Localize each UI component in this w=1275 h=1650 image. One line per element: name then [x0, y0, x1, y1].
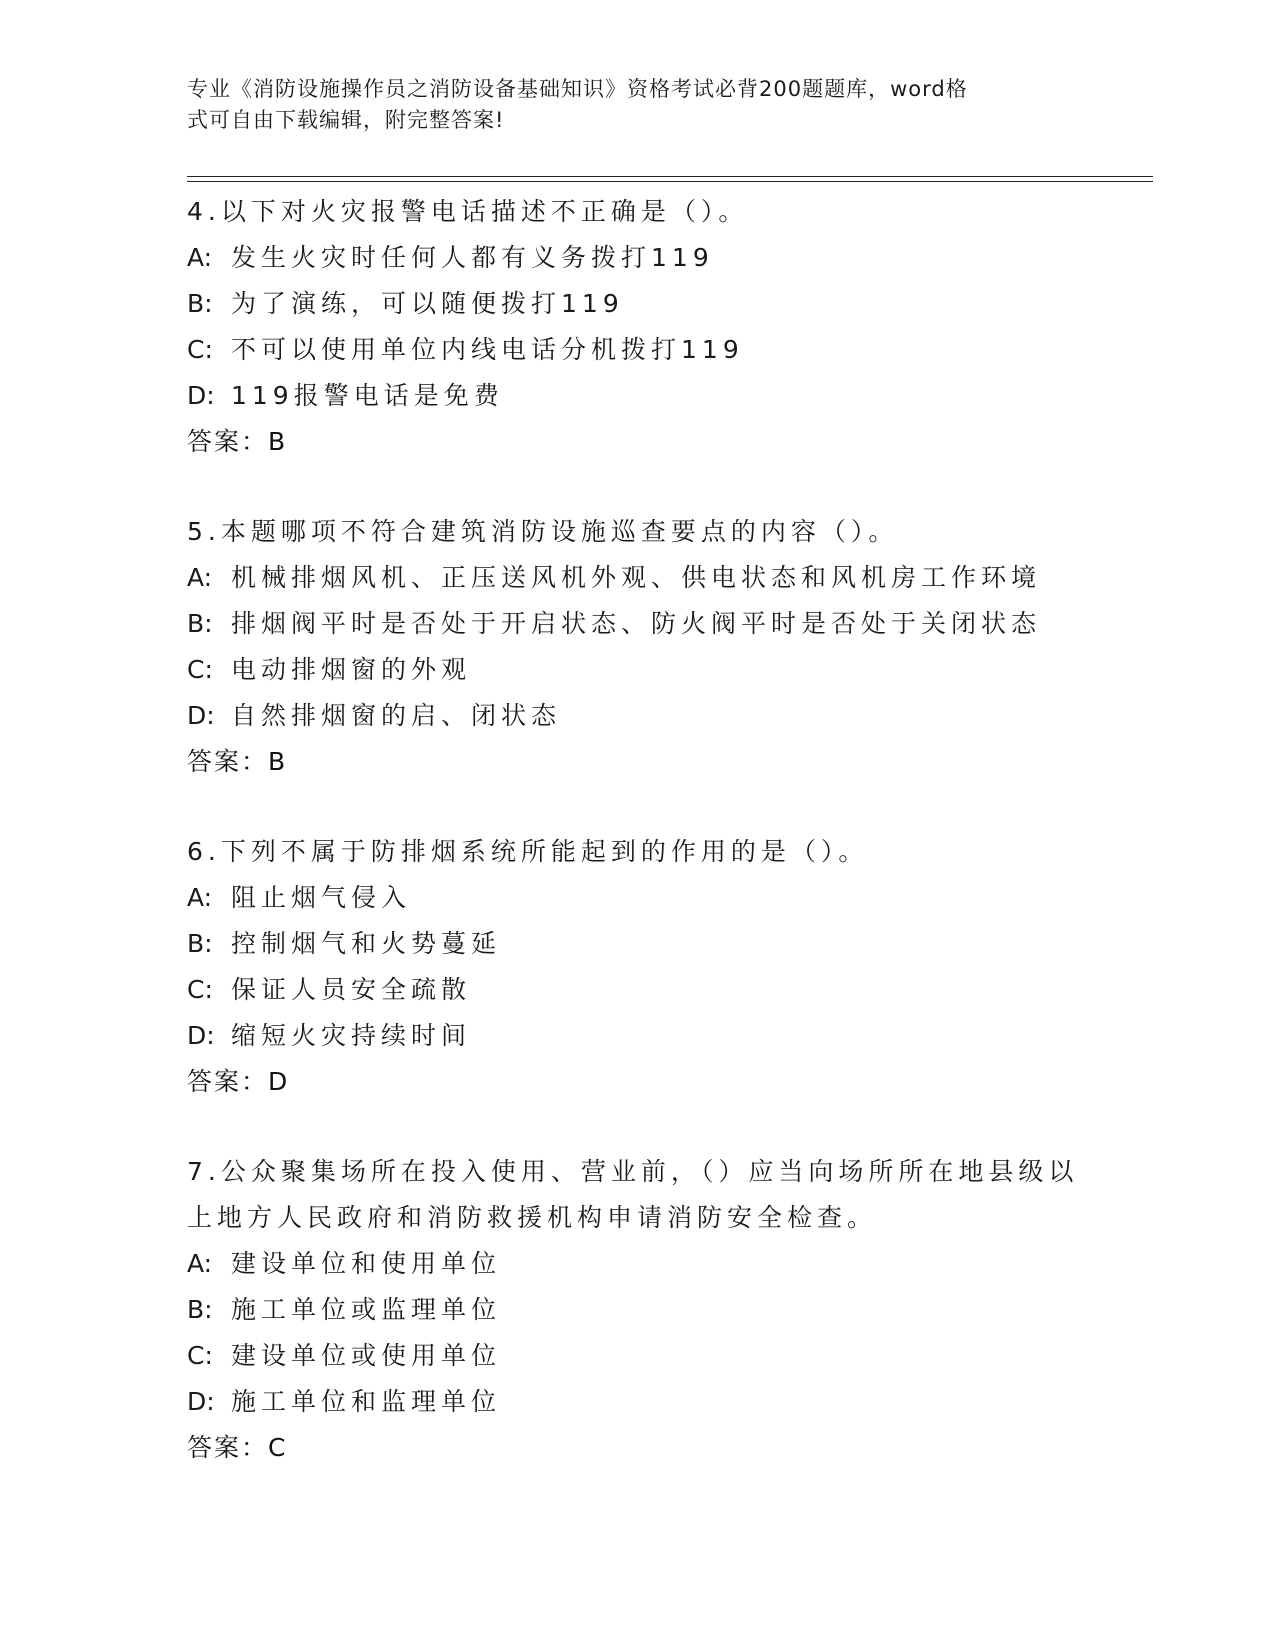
question-stem: 7.公众聚集场所在投入使用、营业前，（）应当向场所所在地县级以上地方人民政府和消防救援机构申请消防安全检查。 [187, 1157, 1079, 1232]
option-b [187, 1287, 1087, 1333]
option-key: B: [187, 1295, 213, 1324]
option-text: 不可以使用单位内线电话分机拨打119 [231, 335, 744, 364]
option-a [187, 875, 1087, 921]
option-key: A: [187, 883, 213, 912]
header-divider-bottom [187, 181, 1153, 182]
option-text: 发生火灾时任何人都有义务拨打119 [231, 243, 714, 272]
option-text: 控制烟气和火势蔓延 [231, 929, 502, 958]
option-text: 施工单位或监理单位 [231, 1295, 502, 1324]
option-text: 缩短火灾持续时间 [231, 1021, 472, 1050]
question-7 [187, 1149, 1087, 1471]
option-key: B: [187, 609, 213, 638]
document-header [187, 74, 1067, 136]
option-b [187, 281, 1087, 327]
option-key: B: [187, 929, 213, 958]
option-text: 保证人员安全疏散 [231, 975, 472, 1004]
option-key: A: [187, 1249, 213, 1278]
option-text: 排烟阀平时是否处于开启状态、防火阀平时是否处于关闭状态 [231, 609, 1042, 638]
option-d [187, 1379, 1087, 1425]
header-line-2: 式可自由下载编辑，附完整答案! [187, 108, 505, 132]
answer: 答案：C [187, 1433, 288, 1462]
header-divider-top [187, 176, 1153, 177]
option-key: C: [187, 1341, 213, 1370]
question-list [187, 189, 1087, 1515]
option-d [187, 1013, 1087, 1059]
option-key: D: [187, 1021, 215, 1050]
option-key: C: [187, 655, 213, 684]
option-c [187, 1333, 1087, 1379]
answer: 答案：D [187, 1067, 290, 1096]
option-text: 阻止烟气侵入 [231, 883, 412, 912]
option-a [187, 1241, 1087, 1287]
option-text: 施工单位和监理单位 [231, 1387, 502, 1416]
question-stem: 6.下列不属于防排烟系统所能起到的作用的是（）。 [187, 837, 869, 866]
question-stem: 4.以下对火灾报警电话描述不正确是（）。 [187, 197, 749, 226]
answer: 答案：B [187, 747, 288, 776]
question-5 [187, 509, 1087, 785]
question-4 [187, 189, 1087, 465]
option-text: 电动排烟窗的外观 [231, 655, 472, 684]
option-key: C: [187, 975, 213, 1004]
option-key: D: [187, 381, 215, 410]
header-line-1: 专业《消防设施操作员之消防设备基础知识》资格考试必背200题题库，word格 [187, 77, 968, 101]
option-b [187, 921, 1087, 967]
option-c [187, 647, 1087, 693]
question-6 [187, 829, 1087, 1105]
option-key: B: [187, 289, 213, 318]
option-key: A: [187, 563, 213, 592]
question-stem: 5.本题哪项不符合建筑消防设施巡查要点的内容（）。 [187, 517, 899, 546]
option-a [187, 235, 1087, 281]
option-key: D: [187, 1387, 215, 1416]
option-d [187, 693, 1087, 739]
option-text: 建设单位或使用单位 [231, 1341, 502, 1370]
option-key: C: [187, 335, 213, 364]
option-c [187, 967, 1087, 1013]
option-key: A: [187, 243, 213, 272]
option-text: 建设单位和使用单位 [231, 1249, 502, 1278]
option-text: 119报警电话是免费 [231, 381, 504, 410]
option-a [187, 555, 1087, 601]
option-text: 机械排烟风机、正压送风机外观、供电状态和风机房工作环境 [231, 563, 1042, 592]
option-d [187, 373, 1087, 419]
option-b [187, 601, 1087, 647]
option-c [187, 327, 1087, 373]
option-text: 为了演练，可以随便拨打119 [231, 289, 624, 318]
answer: 答案：B [187, 427, 288, 456]
option-key: D: [187, 701, 215, 730]
option-text: 自然排烟窗的启、闭状态 [231, 701, 562, 730]
